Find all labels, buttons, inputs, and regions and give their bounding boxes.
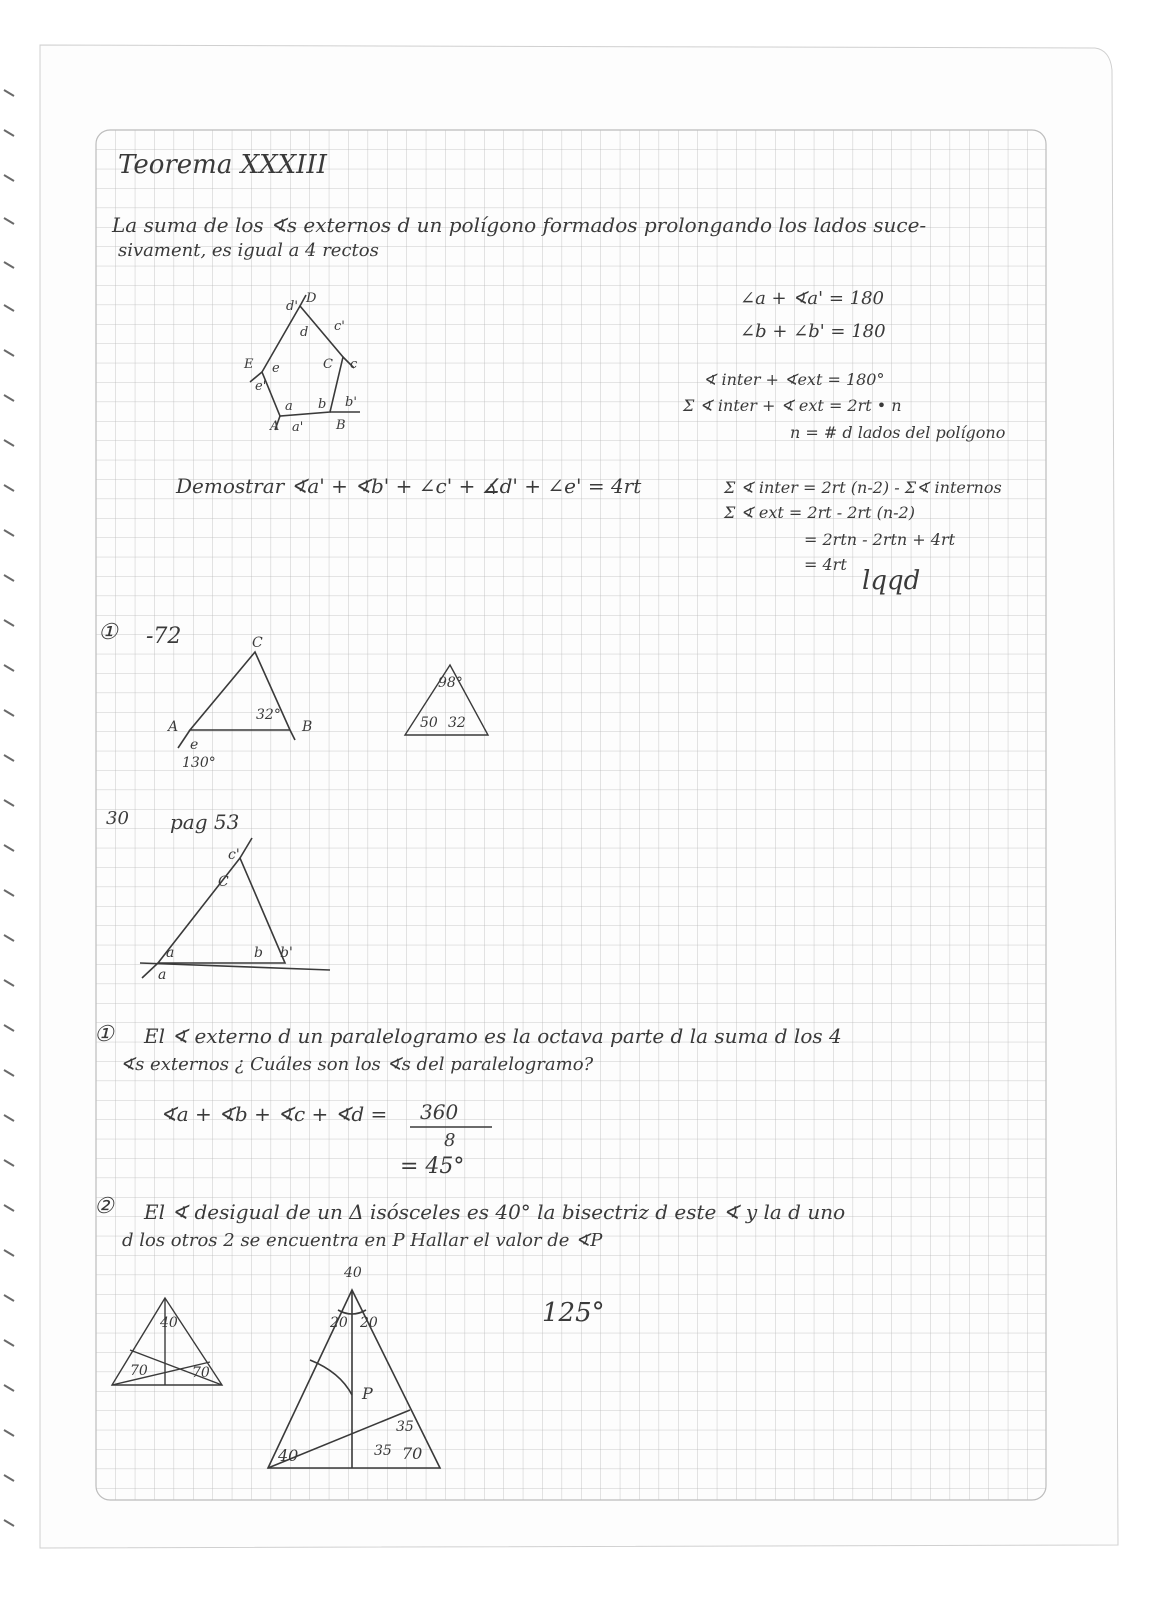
pentagon-label-b: b bbox=[318, 397, 327, 412]
ex1-label-e: e bbox=[190, 737, 199, 753]
q2-answer: 125° bbox=[542, 1298, 605, 1328]
pentagon-label-e-prime: e' bbox=[255, 379, 267, 394]
pentagon-label-b-prime: b' bbox=[345, 395, 357, 410]
theorem-line-1: La suma de los ∢s externos d un polígono formados prolongando los lados suce- bbox=[112, 213, 927, 237]
pentagon-label-a: a bbox=[285, 399, 293, 414]
q2-small-70-right: 70 bbox=[192, 1365, 210, 1381]
ex30-page: pag 53 bbox=[170, 810, 240, 834]
q2-big-35-upper: 35 bbox=[396, 1419, 414, 1435]
small-tri-50: 50 bbox=[420, 715, 438, 731]
ex1-note: -72 bbox=[146, 624, 182, 649]
ex30-label-a-ext: a bbox=[158, 967, 167, 983]
theorem-line-2: sivament, es igual a 4 rectos bbox=[118, 240, 379, 261]
q2-big-20-left: 20 bbox=[330, 1315, 348, 1331]
pentagon-label-d: d bbox=[300, 325, 309, 340]
q2-line-1: El ∢ desigual de un Δ isósceles es 40° la bisectriz d este ∢ y la d uno bbox=[144, 1200, 846, 1224]
q2-big-20-right: 20 bbox=[360, 1315, 378, 1331]
q1-number: ① bbox=[94, 1022, 114, 1047]
pentagon-label-A: A bbox=[270, 419, 280, 434]
pentagon-label-C: C bbox=[323, 357, 333, 372]
relation-1: ∠a + ∢a' = 180 bbox=[740, 288, 884, 309]
q2-big-P: P bbox=[362, 1384, 373, 1403]
q2-big-35-lower: 35 bbox=[374, 1443, 392, 1459]
ex30-label-C: C bbox=[218, 874, 229, 890]
q2-big-40: 40 bbox=[344, 1265, 362, 1281]
pentagon-label-a-prime: a' bbox=[292, 420, 304, 435]
relation-4: Σ ∢ inter + ∢ ext = 2rt • n bbox=[683, 396, 902, 415]
ex30-label-a: a bbox=[166, 945, 175, 961]
ex1-label-C: C bbox=[252, 635, 263, 651]
relation-2: ∠b + ∠b' = 180 bbox=[740, 321, 886, 342]
q1-line-1: El ∢ externo d un paralelogramo es la octava parte d la suma d los 4 bbox=[144, 1024, 842, 1048]
ex1-label-130: 130° bbox=[182, 755, 216, 771]
q1-denominator: 8 bbox=[444, 1130, 456, 1151]
ex30-number: 30 bbox=[106, 808, 129, 829]
pentagon-label-B: B bbox=[336, 418, 346, 433]
q2-number: ② bbox=[94, 1194, 114, 1219]
q2-small-70-left: 70 bbox=[130, 1363, 148, 1379]
q2-small-40: 40 bbox=[160, 1315, 178, 1331]
pentagon-label-e: e bbox=[272, 361, 280, 376]
q2-line-2: d los otros 2 se encuentra en P Hallar el valor de ∢P bbox=[122, 1230, 603, 1251]
relation-3: ∢ inter + ∢ext = 180° bbox=[703, 370, 885, 389]
ex1-number: ① bbox=[98, 620, 118, 645]
proof-line-2: Σ ∢ ext = 2rt - 2rt (n-2) bbox=[724, 503, 915, 522]
q1-numerator: 360 bbox=[420, 1100, 459, 1124]
ex30-label-b-prime: b' bbox=[280, 945, 293, 961]
page-title: Teorema XXXIII bbox=[118, 150, 327, 180]
demostrar-statement: Demostrar ∢a' + ∢b' + ∠c' + ∡d' + ∠e' = 4rt bbox=[176, 474, 642, 498]
ex1-label-32: 32° bbox=[256, 707, 281, 723]
q2-big-70: 70 bbox=[402, 1444, 423, 1463]
proof-line-3: = 2rtn - 2rtn + 4rt bbox=[804, 530, 956, 549]
pentagon-label-D: D bbox=[306, 291, 317, 306]
small-tri-98: 98° bbox=[438, 675, 463, 691]
pentagon-label-E: E bbox=[244, 357, 254, 372]
proof-line-4: = 4rt bbox=[804, 555, 847, 574]
ex30-label-c-prime: c' bbox=[228, 847, 240, 863]
proof-line-1: Σ ∢ inter = 2rt (n-2) - Σ∢ internos bbox=[724, 478, 1002, 497]
q1-result: = 45° bbox=[400, 1154, 465, 1179]
q2-big-40-base: 40 bbox=[278, 1446, 299, 1465]
pentagon-label-c: c bbox=[350, 357, 358, 372]
q1-equation: ∢a + ∢b + ∢c + ∢d = bbox=[160, 1102, 388, 1126]
q1-line-2: ∢s externos ¿ Cuáles son los ∢s del paralelogramo? bbox=[120, 1054, 594, 1075]
ex30-label-b: b bbox=[254, 945, 263, 961]
pentagon-label-d-prime: d' bbox=[286, 299, 298, 314]
spiral-binding bbox=[4, 90, 14, 1526]
pentagon-label-c-prime: c' bbox=[334, 319, 345, 334]
small-tri-32: 32 bbox=[448, 715, 466, 731]
ex1-label-A: A bbox=[168, 719, 179, 735]
ex1-label-B: B bbox=[302, 719, 313, 735]
proof-lqqd: lqqd bbox=[862, 566, 921, 596]
relation-5: n = # d lados del polígono bbox=[790, 423, 1006, 442]
